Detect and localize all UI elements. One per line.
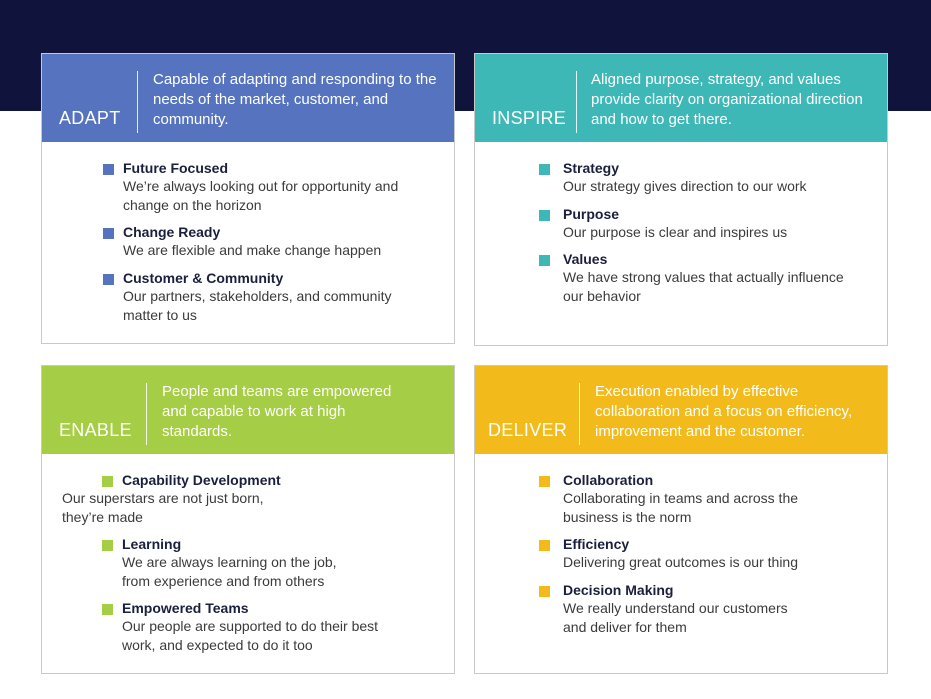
square-bullet-icon xyxy=(539,540,550,551)
item-title: Strategy xyxy=(563,160,620,176)
item-description: We are always learning on the job, from experience and from others xyxy=(122,554,337,589)
card-deliver-divider xyxy=(579,383,580,445)
square-bullet-icon xyxy=(103,274,114,285)
square-bullet-icon xyxy=(102,540,113,551)
item-title: Learning xyxy=(122,536,182,552)
card-adapt-title: ADAPT xyxy=(59,108,121,128)
square-bullet-icon xyxy=(539,476,550,487)
card-enable xyxy=(41,365,455,674)
list-item xyxy=(563,471,867,527)
item-title: Change Ready xyxy=(123,224,221,240)
item-title: Future Focused xyxy=(123,160,229,176)
item-description: We have strong values that actually influence our behavior xyxy=(563,269,844,304)
item-title: Values xyxy=(563,251,608,267)
list-item xyxy=(62,471,434,527)
card-inspire-divider xyxy=(576,71,577,133)
item-title: Customer & Community xyxy=(123,270,284,286)
item-description: Delivering great outcomes is our thing xyxy=(563,554,799,570)
item-description: We are flexible and make change happen xyxy=(123,242,382,258)
card-adapt-description: Capable of adapting and responding to the needs of the market, customer, and community. xyxy=(153,71,437,128)
item-title: Purpose xyxy=(563,206,620,222)
item-description: We really understand our customers and deliver for them xyxy=(563,600,788,635)
list-item xyxy=(563,159,867,196)
item-description: Collaborating in teams and across the business is the norm xyxy=(563,490,799,525)
card-deliver-description: Execution enabled by effective collaboration and a focus on efficiency, improvement and the customer. xyxy=(595,383,853,440)
list-item xyxy=(123,269,434,325)
item-title: Efficiency xyxy=(563,536,630,552)
item-description: Our strategy gives direction to our work xyxy=(563,178,807,194)
square-bullet-icon xyxy=(539,210,550,221)
card-inspire-title: INSPIRE xyxy=(492,108,567,128)
item-title: Capability Development xyxy=(122,472,281,488)
card-adapt-header xyxy=(42,54,454,142)
item-description: Our superstars are not just born, they’re made xyxy=(62,490,264,525)
item-title: Decision Making xyxy=(563,582,674,598)
card-deliver xyxy=(474,365,888,674)
list-item xyxy=(563,581,867,637)
item-description: Our partners, stakeholders, and community matter to us xyxy=(123,288,392,323)
list-item xyxy=(123,159,434,215)
list-item xyxy=(122,535,434,591)
list-item xyxy=(123,223,434,260)
square-bullet-icon xyxy=(539,586,550,597)
list-item xyxy=(563,250,867,306)
square-bullet-icon xyxy=(102,476,113,487)
card-adapt xyxy=(41,53,455,344)
item-title: Empowered Teams xyxy=(122,600,249,616)
item-description: We’re always looking out for opportunity and change on the horizon xyxy=(123,178,399,213)
item-description: Our people are supported to do their best work, and expected to do it too xyxy=(122,618,379,653)
card-enable-divider xyxy=(146,383,147,445)
square-bullet-icon xyxy=(103,228,114,239)
list-item xyxy=(563,535,867,572)
card-inspire xyxy=(474,53,888,346)
square-bullet-icon xyxy=(539,255,550,266)
card-enable-title: ENABLE xyxy=(59,420,132,440)
card-inspire-header xyxy=(475,54,887,142)
card-enable-description: People and teams are empowered and capable to work at high standards. xyxy=(162,383,392,440)
item-title: Collaboration xyxy=(563,472,654,488)
card-adapt-divider xyxy=(137,71,138,133)
square-bullet-icon xyxy=(539,164,550,175)
list-item xyxy=(563,205,867,242)
square-bullet-icon xyxy=(102,604,113,615)
square-bullet-icon xyxy=(103,164,114,175)
card-deliver-header xyxy=(475,366,887,454)
list-item xyxy=(122,599,434,655)
card-deliver-title: DELIVER xyxy=(488,420,568,440)
item-description: Our purpose is clear and inspires us xyxy=(563,224,788,240)
card-enable-header xyxy=(42,366,454,454)
card-inspire-description: Aligned purpose, strategy, and values provide clarity on organizational direction and how to get there. xyxy=(591,71,863,128)
